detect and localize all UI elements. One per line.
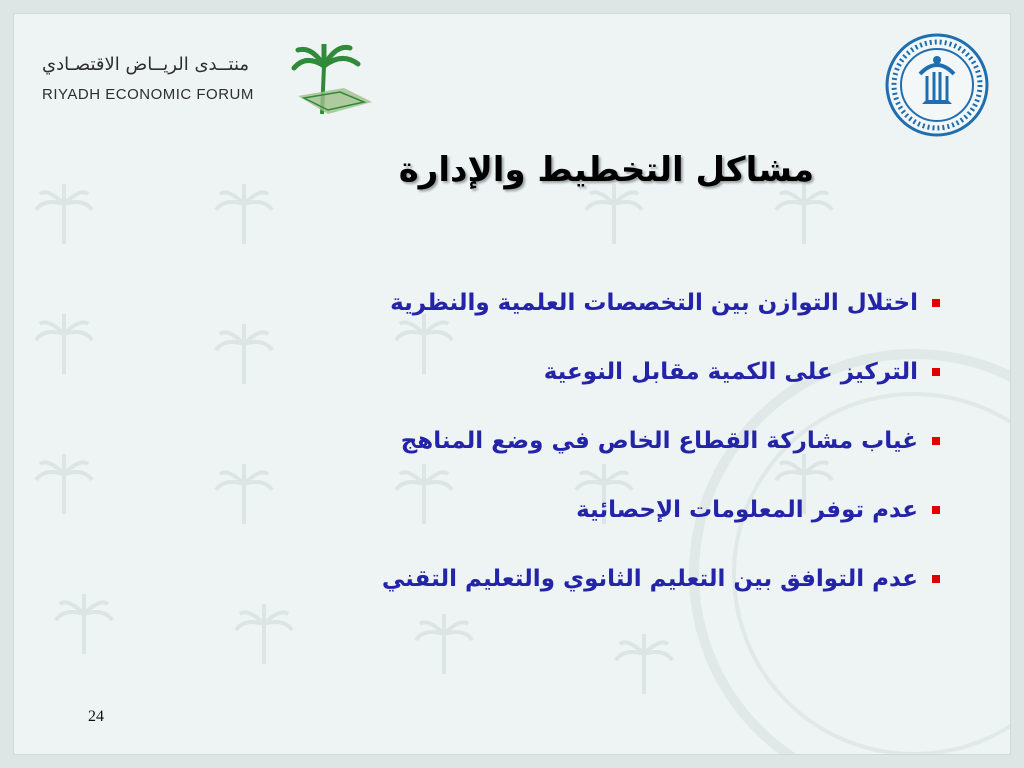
list-item xyxy=(382,337,940,406)
slide-title: مشاكل التخطيط والإدارة xyxy=(398,150,814,190)
palm-tree-logo-icon xyxy=(288,44,374,124)
forum-name-english: RIYADH ECONOMIC FORUM xyxy=(42,86,254,103)
bullet-text: عدم التوافق بين التعليم الثانوي والتعليم التقني xyxy=(381,565,918,592)
bullet-square-icon xyxy=(932,368,940,376)
riyadh-economic-forum-logo xyxy=(38,44,378,124)
list-item xyxy=(382,406,940,475)
bullet-square-icon xyxy=(932,299,940,307)
bullet-text: غياب مشاركة القطاع الخاص في وضع المناهج xyxy=(400,427,918,454)
bullet-list xyxy=(382,268,940,613)
bullet-square-icon xyxy=(932,575,940,583)
list-item xyxy=(382,544,940,613)
page-number: 24 xyxy=(88,708,104,725)
college-seal-logo xyxy=(882,30,992,140)
bullet-square-icon xyxy=(932,437,940,445)
forum-name-arabic: منتــدى الريــاض الاقتصـادي xyxy=(42,54,250,75)
bullet-text: عدم توفر المعلومات الإحصائية xyxy=(576,496,918,523)
bullet-text: اختلال التوازن بين التخصصات العلمية والنظرية xyxy=(390,289,918,316)
slide xyxy=(14,14,1010,754)
list-item xyxy=(382,268,940,337)
bullet-square-icon xyxy=(932,506,940,514)
bullet-text: التركيز على الكمية مقابل النوعية xyxy=(543,358,918,385)
list-item xyxy=(382,475,940,544)
